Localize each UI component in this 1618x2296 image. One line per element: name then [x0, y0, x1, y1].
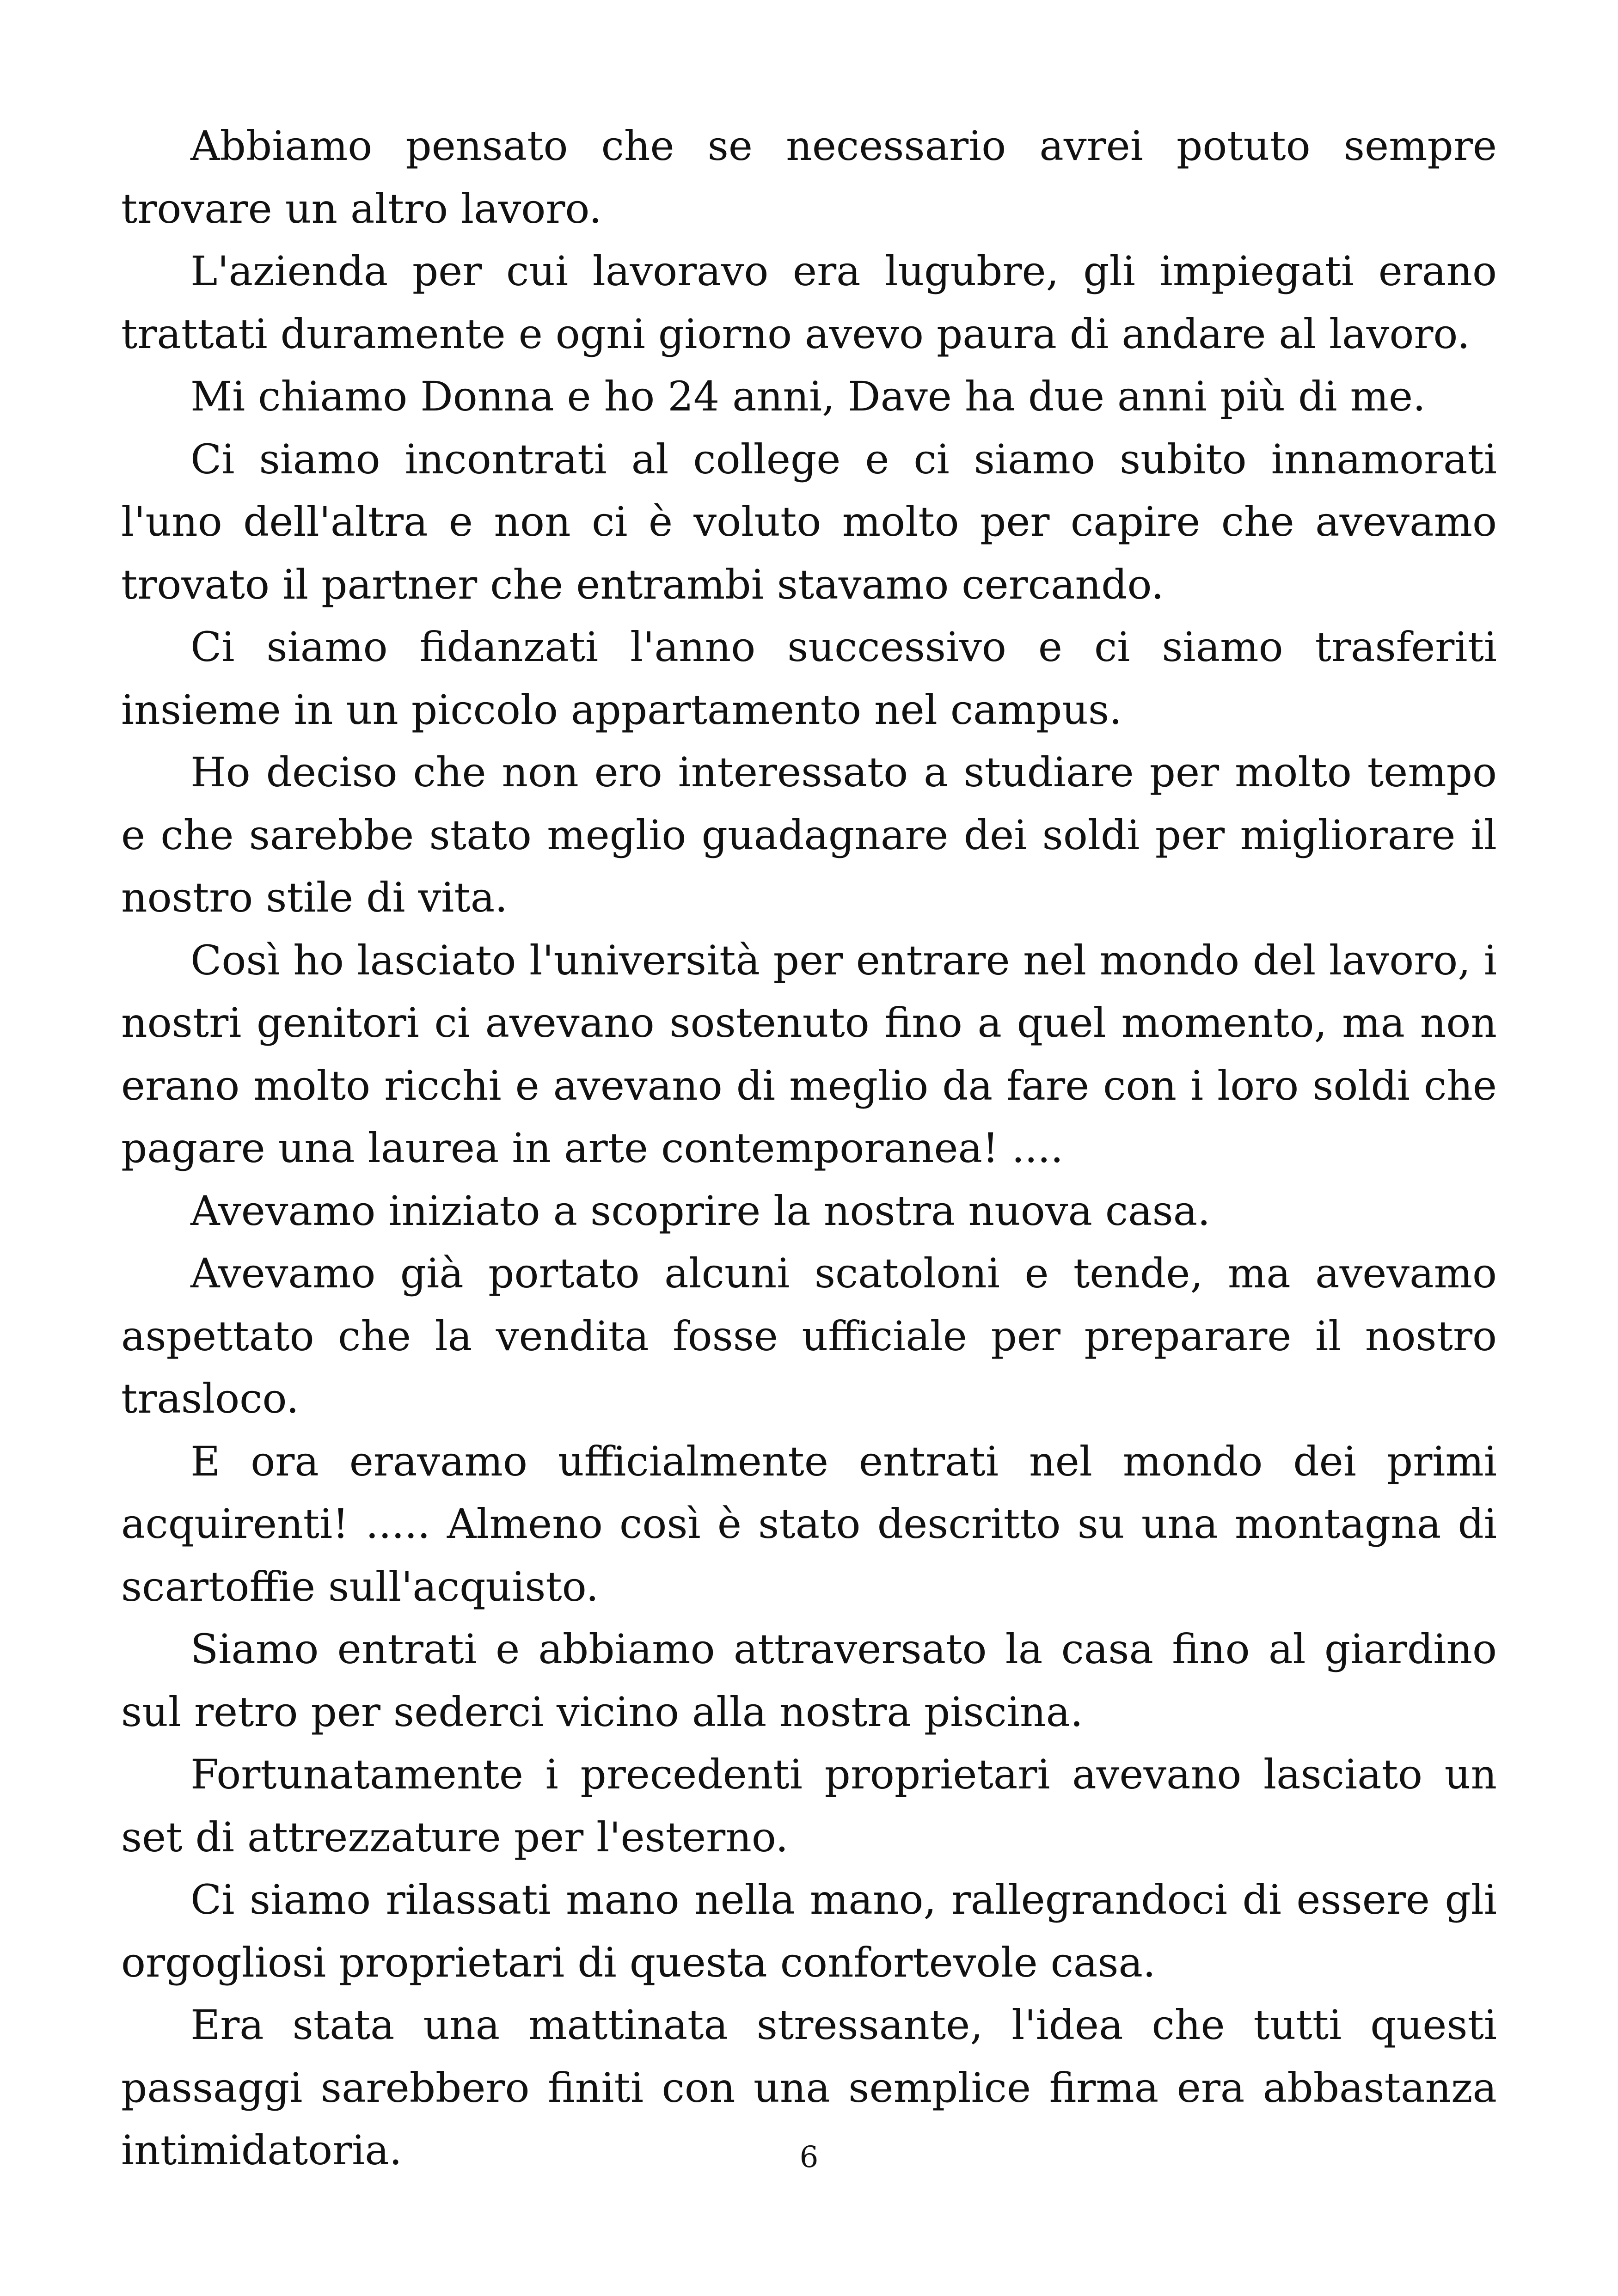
paragraph: Così ho lasciato l'università per entrare nel mondo del lavoro, i nostri genitori ci avevano sostenuto fino a quel momento, ma non erano molto ricchi e avevano di meglio da fare con i loro soldi che pagare una laurea in arte contemporanea! ....	[121, 936, 1497, 1172]
paragraph: Era stata una mattinata stressante, l'idea che tutti questi passaggi sarebbero finiti con una semplice firma era abbastanza intimidatoria.	[121, 2001, 1497, 2174]
paragraph: Fortunatamente i precedenti proprietari avevano lasciato un set di attrezzature per l'esterno.	[121, 1751, 1497, 1861]
paragraph: Ci siamo fidanzati l'anno successivo e ci siamo trasferiti insieme in un piccolo appartamento nel campus.	[121, 623, 1497, 734]
paragraph: Ci siamo rilassati mano nella mano, rallegrandoci di essere gli orgogliosi proprietari di questa confortevole casa.	[121, 1876, 1497, 1986]
paragraph: Mi chiamo Donna e ho 24 anni, Dave ha due anni più di me.	[190, 373, 1426, 420]
page-number: 6	[799, 2140, 819, 2174]
paragraph: Ho deciso che non ero interessato a studiare per molto tempo e che sarebbe stato meglio guadagnare dei soldi per migliorare il nostro stile di vita.	[121, 748, 1497, 921]
paragraph: E ora eravamo ufficialmente entrati nel mondo dei primi acquirenti! ..... Almeno così è stato descritto su una montagna di scartoffie sull'acquisto.	[121, 1437, 1497, 1610]
paragraph: Abbiamo pensato che se necessario avrei potuto sempre trovare un altro lavoro.	[121, 122, 1497, 233]
paragraph: Siamo entrati e abbiamo attraversato la casa fino al giardino sul retro per sederci vicino alla nostra piscina.	[121, 1625, 1497, 1736]
paragraph: Ci siamo incontrati al college e ci siamo subito innamorati l'uno dell'altra e non ci è voluto molto per capire che avevamo trovato il partner che entrambi stavamo cercando.	[121, 435, 1497, 608]
paragraph: Avevamo già portato alcuni scatoloni e tende, ma avevamo aspettato che la vendita fosse ufficiale per preparare il nostro trasloco.	[121, 1249, 1497, 1422]
body-text	[121, 115, 1497, 2182]
paragraph: L'azienda per cui lavoravo era lugubre, gli impiegati erano trattati duramente e ogni giorno avevo paura di andare al lavoro.	[121, 247, 1497, 358]
paragraph: Avevamo iniziato a scoprire la nostra nuova casa.	[190, 1187, 1211, 1235]
